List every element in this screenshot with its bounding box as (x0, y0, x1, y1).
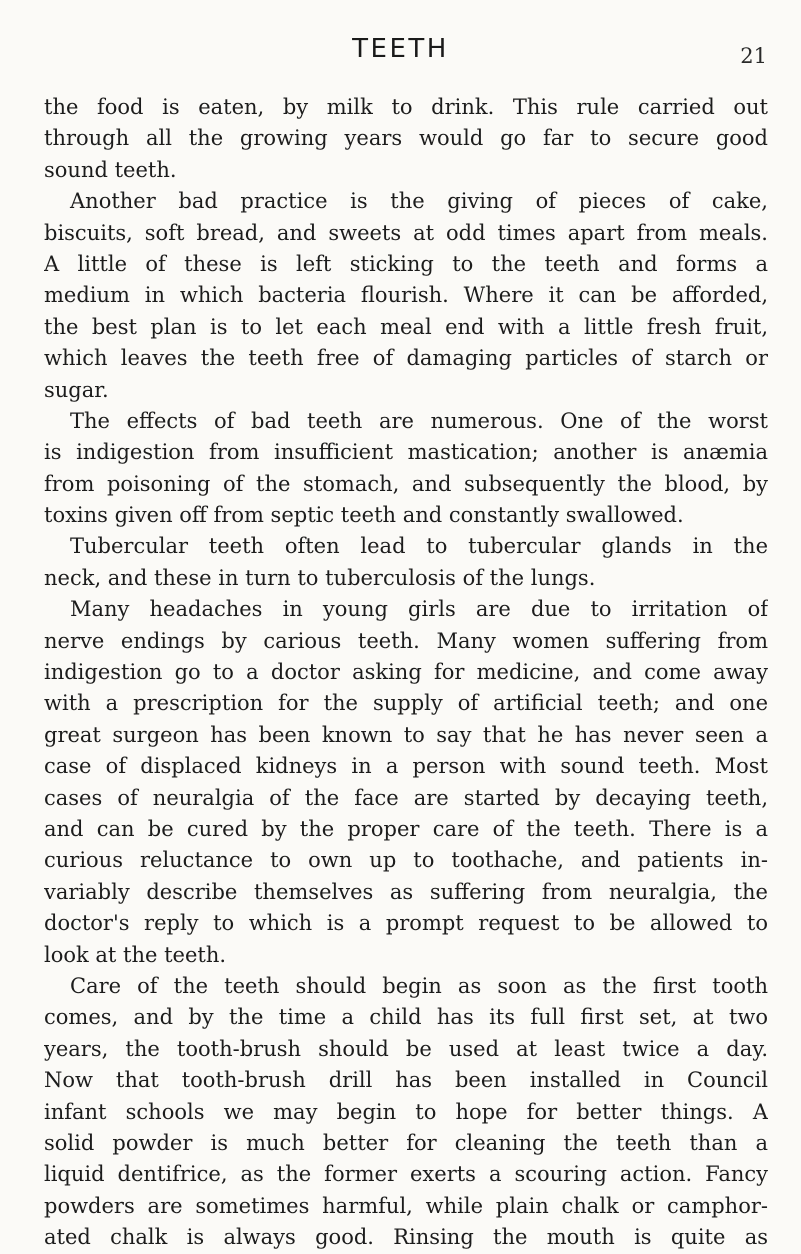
text-line: variably describe themselves as suffering from neuralgia, the (44, 879, 768, 904)
text-line: indigestion go to a doctor asking for medicine, and come away (44, 660, 768, 685)
running-head (0, 30, 801, 70)
body-text (44, 92, 768, 1253)
text-line: Tubercular teeth often lead to tubercular glands in the (70, 534, 768, 559)
text-line: with a prescription for the supply of artificial teeth; and one (44, 691, 768, 716)
page-number: 21 (740, 44, 767, 68)
text-line: cases of neuralgia of the face are started by decaying teeth, (44, 785, 768, 810)
text-line: infant schools we may begin to hope for better things. A (44, 1099, 768, 1124)
text-line: comes, and by the time a child has its full first set, at two (44, 1005, 768, 1030)
text-line: nerve endings by carious teeth. Many women suffering from (44, 628, 768, 653)
text-line: Another bad practice is the giving of pieces of cake, (70, 189, 768, 214)
text-line: doctor's reply to which is a prompt request to be allowed to (44, 911, 768, 936)
text-line: Now that tooth-brush drill has been installed in Council (44, 1068, 768, 1093)
text-line: solid powder is much better for cleaning the teeth than a (44, 1130, 768, 1155)
text-line: from poisoning of the stomach, and subsequently the blood, by (44, 471, 768, 496)
text-line: curious reluctance to own up to toothache, and patients in- (44, 848, 768, 873)
text-line: medium in which bacteria flourish. Where it can be afforded, (44, 283, 768, 308)
text-line: the best plan is to let each meal end with a little fresh fruit, (44, 314, 768, 339)
text-line: The effects of bad teeth are numerous. One of the worst (70, 408, 768, 433)
text-line: case of displaced kidneys in a person with sound teeth. Most (44, 754, 768, 779)
text-line: Many headaches in young girls are due to irritation of (70, 597, 768, 622)
text-line: sugar. (44, 377, 109, 402)
text-line: ated chalk is always good. Rinsing the mouth is quite as (44, 1225, 768, 1250)
text-line: Care of the teeth should begin as soon as the first tooth (70, 973, 768, 998)
text-line: and can be cured by the proper care of the teeth. There is a (44, 816, 768, 841)
text-line: biscuits, soft bread, and sweets at odd times apart from meals. (44, 220, 768, 245)
text-line: look at the teeth. (44, 942, 227, 967)
text-line: powders are sometimes harmful, while plain chalk or camphor- (44, 1193, 768, 1218)
text-line: is indigestion from insufficient mastication; another is anæmia (44, 440, 768, 465)
text-line: through all the growing years would go far to secure good (44, 126, 768, 151)
running-title: TEETH (352, 34, 449, 64)
text-line: which leaves the teeth free of damaging particles of starch or (44, 346, 768, 371)
text-line: toxins given off from septic teeth and constantly swallowed. (44, 503, 684, 528)
text-line: years, the tooth-brush should be used at least twice a day. (44, 1036, 768, 1061)
text-line: the food is eaten, by milk to drink. This rule carried out (44, 95, 768, 119)
text-line: neck, and these in turn to tuberculosis of the lungs. (44, 565, 596, 590)
text-line: A little of these is left sticking to the teeth and forms a (44, 251, 768, 276)
text-line: sound teeth. (44, 157, 177, 182)
text-line: liquid dentifrice, as the former exerts a scouring action. Fancy (44, 1162, 768, 1187)
text-line: great surgeon has been known to say that he has never seen a (44, 722, 768, 747)
